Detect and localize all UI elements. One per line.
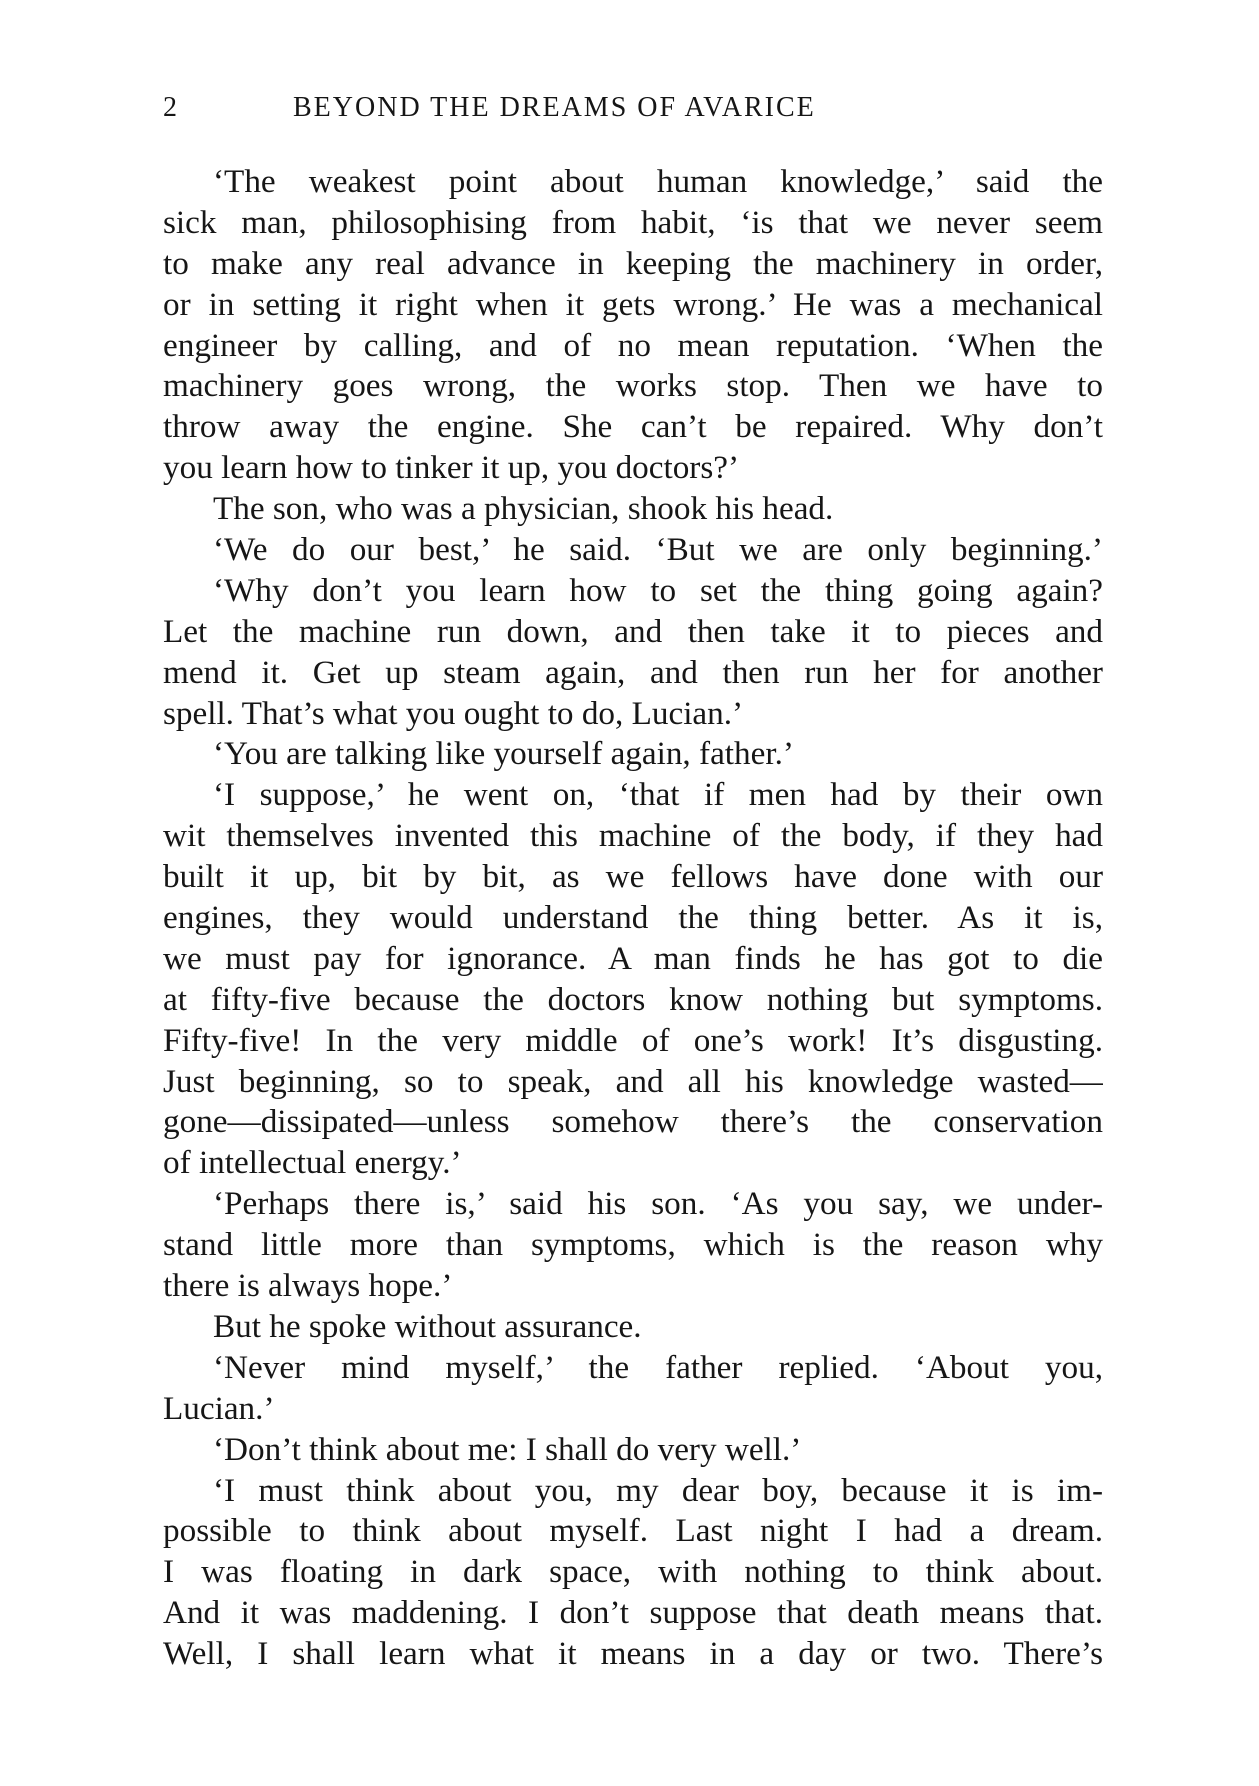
text-line: mend it. Get up steam again, and then run her for another (163, 653, 1103, 691)
text-line: The son, who was a physician, shook his head. (213, 490, 834, 528)
text-line: ‘Never mind myself,’ the father replied. ‘About you, (213, 1348, 1103, 1386)
text-line: engines, they would understand the thing better. As it is, (163, 899, 1103, 937)
text-line: And it was maddening. I don’t suppose that death means that. (163, 1594, 1103, 1632)
text-line: at fifty-five because the doctors know nothing but symptoms. (163, 980, 1103, 1018)
text-line: ‘You are talking like yourself again, father.’ (213, 735, 794, 773)
text-line: But he spoke without assurance. (213, 1307, 642, 1345)
text-line: ‘Why don’t you learn how to set the thing going again? (213, 571, 1103, 609)
text-line: ‘Don’t think about me: I shall do very well.’ (213, 1430, 802, 1468)
text-line: sick man, philosophising from habit, ‘is that we never seem (163, 203, 1103, 241)
text-line: Let the machine run down, and then take it to pieces and (163, 612, 1103, 650)
text-line: ‘The weakest point about human knowledge,’ said the (213, 163, 1103, 200)
text-line: Well, I shall learn what it means in a day or two. There’s (163, 1635, 1103, 1673)
text-line: Fifty-five! In the very middle of one’s work! It’s disgusting. (163, 1021, 1103, 1059)
text-line: Lucian.’ (163, 1389, 275, 1427)
text-line: I was floating in dark space, with nothing to think about. (163, 1553, 1103, 1591)
text-line: wit themselves invented this machine of the body, if they had (163, 817, 1103, 855)
body-text (163, 162, 1103, 1675)
text-line: ‘I suppose,’ he went on, ‘that if men had by their own (213, 776, 1103, 814)
text-line: ‘I must think about you, my dear boy, because it is im- (213, 1471, 1103, 1509)
text-line: ‘Perhaps there is,’ said his son. ‘As you say, we under- (213, 1185, 1103, 1223)
text-line: to make any real advance in keeping the machinery in order, (163, 244, 1103, 282)
page-header (163, 92, 1105, 132)
text-line: possible to think about myself. Last night I had a dream. (163, 1512, 1103, 1550)
text-line: gone—dissipated—unless somehow there’s the conservation (163, 1103, 1103, 1141)
text-line: Just beginning, so to speak, and all his knowledge wasted— (163, 1062, 1103, 1100)
text-line: there is always hope.’ (163, 1267, 453, 1305)
text-line: stand little more than symptoms, which is the reason why (163, 1226, 1103, 1264)
text-line: built it up, bit by bit, as we fellows have done with our (163, 858, 1103, 896)
text-line: machinery goes wrong, the works stop. Then we have to (163, 367, 1103, 405)
text-line: you learn how to tinker it up, you doctors?’ (163, 449, 740, 487)
text-line: throw away the engine. She can’t be repaired. Why don’t (163, 408, 1103, 446)
text-line: or in setting it right when it gets wrong.’ He was a mechanical (163, 285, 1103, 323)
text-line: ‘We do our best,’ he said. ‘But we are only beginning.’ (213, 531, 1103, 569)
text-line: of intellectual energy.’ (163, 1144, 462, 1182)
text-line: spell. That’s what you ought to do, Lucian.’ (163, 694, 744, 732)
text-line: we must pay for ignorance. A man finds he has got to die (163, 939, 1103, 977)
text-line: engineer by calling, and of no mean reputation. ‘When the (163, 326, 1103, 364)
page-number: 2 (163, 92, 178, 123)
running-head: BEYOND THE DREAMS OF AVARICE (293, 92, 816, 123)
